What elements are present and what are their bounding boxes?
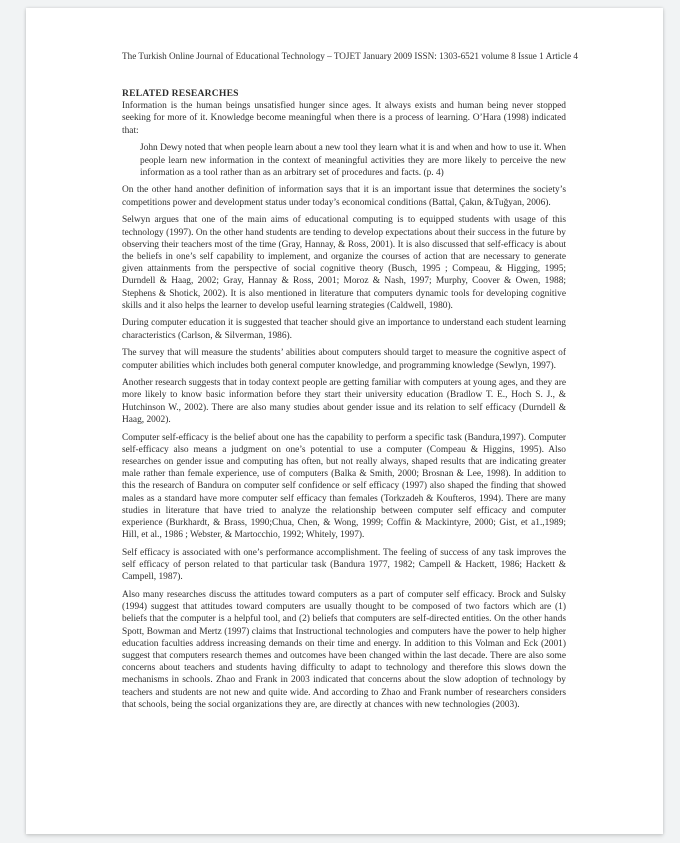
paragraph-attitudes: Also many researches discuss the attitudes toward computers as a part of computer self efficacy. Brock and Sulsky (1994) suggest that attitudes toward computers are usually thought to be composed of two factors which are (1) beliefs that the computer is a helpful tool, and (2) beliefs that computers are self-directed entities. On the other hands Spott, Bowman and Mertz (1997) claims that Instructional technologies and computers have the power to help higher education faculties address increasing demands on their time and energy. In addition to this Volman and Eck (2001) suggest that computers research themes and outcomes have been changed within the last decade. There are also some concerns about teachers and students having difficulty to adapt to technology and therefore this slows down the mechanisms in schools. Zhao and Frank in 2003 indicated that concerns about the slow adoption of technology by teachers and students are not new and quite wide. And according to Zhao and Frank number of researchers considers that schools, being the social organizations they are, are directly at chances with new technologies (2003). bbox=[122, 590, 566, 710]
paragraph-computer-education: During computer education it is suggested that teacher should give an importance to understand each student learning characteristics (Carlson, & Silverman, 1986). bbox=[122, 318, 566, 341]
paragraph-computer-self-efficacy: Computer self-efficacy is the belief about one has the capability to perform a specific task (Bandura,1997). Computer self-efficacy also means a judgment on one’s potential to use a computer (Compeau & Higgins, 1995). Also researches on gender issue and computing has often, but not really always, shaped results that are indicating greater male rather than female experience, use of computers (Balka & Smith, 2000; Brosnan & Lee, 1998). In addition to this the research of Bandura on computer self confidence or self efficacy (1997) also shaped the finding that showed males as a standard have more computer self efficacy than females (Torkzadeh & Koufteros, 1994). There are many studies in literature that have tried to analyze the relationship between computer self efficacy and computer experience (Burkhardt, & Brass, 1990;Chua, Chen, & Wong, 1999; Coffin & Mackintyre, 2000; Gist, et a1.,1989; Hill, et al., 1986 ; Webster, & Martocchio, 1992; Whitely, 1997). bbox=[122, 432, 566, 541]
paragraph-information: Information is the human beings unsatisfied hunger since ages. It always exists and human being never stopped seeking for more of it. Knowledge become meaningful when there is a process of learning. O’Hara (1998) indicated that: bbox=[122, 101, 566, 136]
journal-header: The Turkish Online Journal of Educational Technology – TOJET January 2009 ISSN: 1303-6521 volume 8 Issue 1 Article 4 bbox=[122, 51, 578, 61]
paragraph-other-definition: On the other hand another definition of information says that it is an important issue that determines the society’s competitions power and development status under today’s economical conditions (Battal, Çakın, &Tuğyan, 2006). bbox=[122, 185, 566, 208]
block-quote-john-dewy: John Dewy noted that when people learn about a new tool they learn what it is and when and how to use it. When people learn new information in the context of meaningful activities they are more likely to perceive the new information as a tool rather than as an arbitrary set of procedures and facts. (p. 4) bbox=[140, 143, 566, 178]
section-title: RELATED RESEARCHES bbox=[122, 88, 239, 99]
document-page bbox=[26, 8, 663, 834]
paragraph-another-research: Another research suggests that in today context people are getting familiar with computers at young ages, and they are more likely to know basic information before they start their university education (Bradlow T. E., Hoch S. J., & Hutchinson W., 2002). There are also many studies about gender issue and its relation to self efficacy (Durndell & Haag, 2002). bbox=[122, 378, 566, 425]
article-body bbox=[122, 100, 566, 711]
paragraph-survey: The survey that will measure the students’ abilities about computers should target to measure the cognitive aspect of computer abilities which includes both general computer knowledge, and programming knowledge (Sewlyn, 1997). bbox=[122, 348, 566, 371]
paragraph-self-efficacy-performance: Self efficacy is associated with one’s performance accomplishment. The feeling of success of any task improves the self efficacy of person related to that particular task (Bandura 1977, 1982; Campell & Hackett, 1986; Hackett & Campell, 1987). bbox=[122, 547, 566, 583]
paragraph-selwyn: Selwyn argues that one of the main aims of educational computing is to equipped students with usage of this technology (1997). On the other hand students are tending to develop expectations about their success in the future by observing their teachers most of the time (Gray, Hannay, & Ross, 2001). It is also discussed that self-efficacy is about the beliefs in one’s self capability to implement, and organize the courses of action that are necessary to generate given attainments from the perspective of social cognitive theory (Busch, 1995 ; Compeau, & Higging, 1995; Durndell & Haag, 2002; Gray, Hannay & Ross, 2001; Moroz & Nash, 1997; Murphy, Coover & Owen, 1988; Stephens & Shotick, 2002). It is also mentioned in literature that computers dynamic tools for developing cognitive skills and it also helps the learner to develop useful learning strategies (Caldwell, 1980). bbox=[122, 215, 566, 311]
